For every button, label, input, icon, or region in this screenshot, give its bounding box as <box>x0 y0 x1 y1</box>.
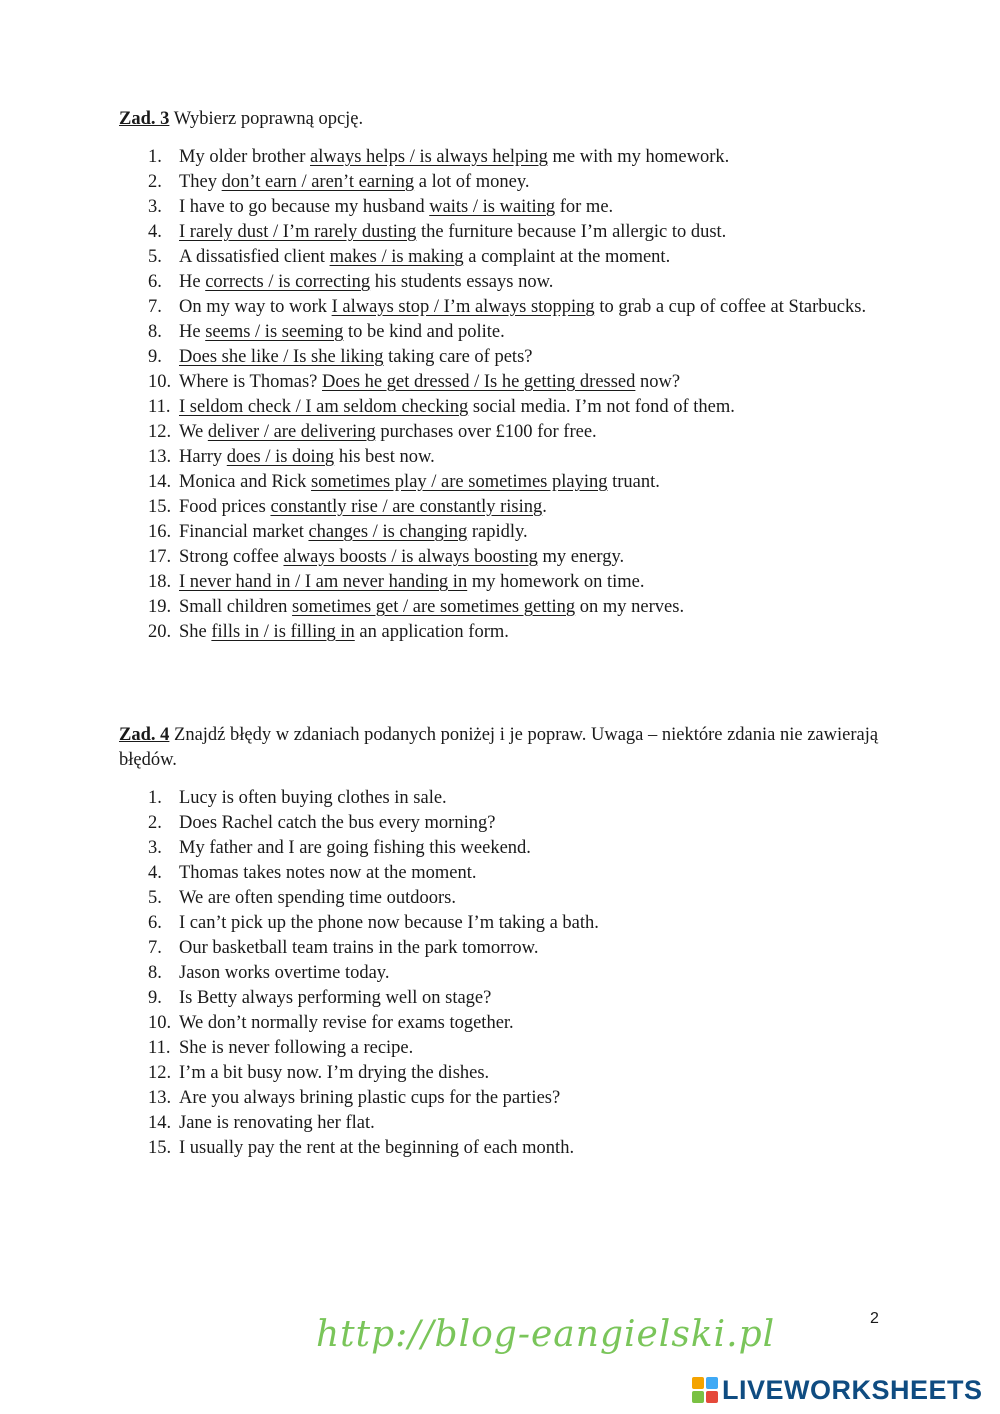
task3-item <box>148 220 868 245</box>
task3-item <box>148 170 868 195</box>
sentence-text[interactable]: Thomas takes notes now at the moment. <box>179 863 477 883</box>
item-number: 9. <box>148 347 162 367</box>
sentence-end: his students essays now. <box>370 272 554 292</box>
answer-options[interactable]: I seldom check / I am seldom checking <box>179 397 469 417</box>
answer-options[interactable]: always helps / is always helping <box>310 147 548 167</box>
liveworksheets-icon <box>692 1377 718 1403</box>
answer-options[interactable]: always boosts / is always boosting <box>283 547 538 567</box>
task4-item <box>148 811 868 836</box>
sentence-text[interactable]: Lucy is often buying clothes in sale. <box>179 788 447 808</box>
item-number: 9. <box>148 988 162 1008</box>
task3-item <box>148 495 868 520</box>
item-number: 13. <box>148 447 172 467</box>
sentence-start: My older brother <box>179 147 311 167</box>
sentence-end: purchases over £100 for free. <box>375 422 597 442</box>
task3-item <box>148 445 868 470</box>
task4-list <box>148 786 868 1161</box>
sentence-start: Strong coffee <box>179 547 284 567</box>
sentence-end: truant. <box>607 472 660 492</box>
task4-item <box>148 861 868 886</box>
item-number: 4. <box>148 222 162 242</box>
task3-item <box>148 595 868 620</box>
sentence-text[interactable]: I can’t pick up the phone now because I’m taking a bath. <box>179 913 599 933</box>
item-number: 11. <box>148 397 171 417</box>
sentence-end: a lot of money. <box>414 172 530 192</box>
answer-options[interactable]: Does he get dressed / Is he getting dressed <box>322 372 636 392</box>
answer-options[interactable]: makes / is making <box>329 247 464 267</box>
task3-item <box>148 545 868 570</box>
task3-item <box>148 470 868 495</box>
sentence-end: me with my homework. <box>547 147 730 167</box>
sentence-start: Small children <box>179 597 293 617</box>
task3-item <box>148 145 868 170</box>
task4-item <box>148 1061 868 1086</box>
task3-item <box>148 270 868 295</box>
task4-item <box>148 936 868 961</box>
sentence-end: the furniture because I’m allergic to dust. <box>416 222 727 242</box>
answer-options[interactable]: Does she like / Is she liking <box>179 347 384 367</box>
item-number: 8. <box>148 322 162 342</box>
sentence-end: now? <box>635 372 681 392</box>
sentence-end: an application form. <box>354 622 509 642</box>
item-number: 5. <box>148 247 162 267</box>
task3-item <box>148 195 868 220</box>
task3-item <box>148 345 868 370</box>
page-number: 2 <box>870 1310 879 1327</box>
sentence-text[interactable]: Is Betty always performing well on stage? <box>179 988 492 1008</box>
sentence-start: Financial market <box>179 522 309 542</box>
sentence-text[interactable]: Are you always brining plastic cups for the parties? <box>179 1088 561 1108</box>
task3-item <box>148 370 868 395</box>
sentence-text[interactable]: Does Rachel catch the bus every morning? <box>179 813 496 833</box>
task4-item <box>148 1011 868 1036</box>
answer-options[interactable]: fills in / is filling in <box>211 622 355 642</box>
sentence-start: They <box>179 172 222 192</box>
answer-options[interactable]: sometimes play / are sometimes playing <box>311 472 608 492</box>
task3-item <box>148 245 868 270</box>
item-number: 4. <box>148 863 162 883</box>
sentence-start: He <box>179 322 206 342</box>
sentence-end: a complaint at the moment. <box>463 247 671 267</box>
item-number: 7. <box>148 297 162 317</box>
answer-options[interactable]: corrects / is correcting <box>205 272 371 292</box>
item-number: 5. <box>148 888 162 908</box>
item-number: 10. <box>148 372 172 392</box>
item-number: 14. <box>148 1113 172 1133</box>
item-number: 11. <box>148 1038 171 1058</box>
task3-item <box>148 520 868 545</box>
item-number: 1. <box>148 147 162 167</box>
task3-item <box>148 420 868 445</box>
sentence-start: A dissatisfied client <box>179 247 330 267</box>
item-number: 3. <box>148 838 162 858</box>
item-number: 8. <box>148 963 162 983</box>
sentence-text[interactable]: Jane is renovating her flat. <box>179 1113 375 1133</box>
sentence-end: my homework on time. <box>467 572 645 592</box>
sentence-text[interactable]: I usually pay the rent at the beginning of each month. <box>179 1138 575 1158</box>
answer-options[interactable]: waits / is waiting <box>429 197 556 217</box>
answer-options[interactable]: does / is doing <box>226 447 335 467</box>
task4-item <box>148 986 868 1011</box>
sentence-end: taking care of pets? <box>383 347 533 367</box>
answer-options[interactable]: I rarely dust / I’m rarely dusting <box>179 222 417 242</box>
task4-item <box>148 786 868 811</box>
task4-label: Zad. 4 <box>119 725 170 745</box>
sentence-end: my energy. <box>537 547 625 567</box>
answer-options[interactable]: constantly rise / are constantly rising <box>270 497 543 517</box>
task4-item <box>148 1111 868 1136</box>
task3-instruction: Wybierz poprawną opcję. <box>173 109 364 129</box>
answer-options[interactable]: changes / is changing <box>308 522 468 542</box>
item-number: 18. <box>148 572 172 592</box>
task4-instruction: Znajdź błędy w zdaniach podanych poniżej i je popraw. Uwaga – niektóre zdania nie zawierają błędów. <box>119 725 879 770</box>
blog-url-watermark: http://blog-eangielski.pl <box>316 1314 776 1355</box>
sentence-text[interactable]: My father and I are going fishing this weekend. <box>179 838 531 858</box>
item-number: 1. <box>148 788 162 808</box>
answer-options[interactable]: don’t earn / aren’t earning <box>221 172 415 192</box>
sentence-start: Monica and Rick <box>179 472 312 492</box>
task3-item <box>148 295 868 320</box>
sentence-end: to grab a cup of coffee at Starbucks. <box>594 297 867 317</box>
sentence-end: on my nerves. <box>575 597 685 617</box>
item-number: 7. <box>148 938 162 958</box>
sentence-text[interactable]: We are often spending time outdoors. <box>179 888 456 908</box>
answer-options[interactable]: I never hand in / I am never handing in <box>179 572 468 592</box>
task4-item <box>148 1036 868 1061</box>
item-number: 20. <box>148 622 172 642</box>
item-number: 19. <box>148 597 172 617</box>
sentence-end: for me. <box>555 197 614 217</box>
task3-list <box>148 145 868 645</box>
task4-item <box>148 836 868 861</box>
task4-item <box>148 961 868 986</box>
task4-item <box>148 911 868 936</box>
sentence-text[interactable]: We don’t normally revise for exams together. <box>179 1013 514 1033</box>
item-number: 3. <box>148 197 162 217</box>
item-number: 12. <box>148 422 172 442</box>
item-number: 6. <box>148 272 162 292</box>
task4-heading <box>119 723 879 773</box>
sentence-end: his best now. <box>334 447 435 467</box>
sentence-text[interactable]: Our basketball team trains in the park tomorrow. <box>179 938 539 958</box>
answer-options[interactable]: I always stop / I’m always stopping <box>331 297 595 317</box>
task3-item <box>148 620 868 645</box>
task3-item <box>148 570 868 595</box>
sentence-text[interactable]: I’m a bit busy now. I’m drying the dishes. <box>179 1063 490 1083</box>
sentence-end: . <box>542 497 547 517</box>
sentence-end: to be kind and polite. <box>343 322 505 342</box>
sentence-start: She <box>179 622 212 642</box>
sentence-start: Where is Thomas? <box>179 372 322 392</box>
task3-item <box>148 320 868 345</box>
task3-heading <box>119 107 879 132</box>
sentence-start: I have to go because my husband <box>179 197 430 217</box>
sentence-start: Harry <box>179 447 227 467</box>
task3-label: Zad. 3 <box>119 109 170 129</box>
item-number: 12. <box>148 1063 172 1083</box>
sentence-end: rapidly. <box>467 522 528 542</box>
task4-item <box>148 1086 868 1111</box>
sentence-text[interactable]: She is never following a recipe. <box>179 1038 414 1058</box>
item-number: 10. <box>148 1013 172 1033</box>
item-number: 13. <box>148 1088 172 1108</box>
task4-item <box>148 886 868 911</box>
item-number: 16. <box>148 522 172 542</box>
answer-options[interactable]: sometimes get / are sometimes getting <box>292 597 576 617</box>
item-number: 2. <box>148 172 162 192</box>
liveworksheets-text: LIVEWORKSHEETS <box>722 1374 983 1405</box>
item-number: 6. <box>148 913 162 933</box>
task4-item <box>148 1136 868 1161</box>
sentence-start: He <box>179 272 206 292</box>
answer-options[interactable]: seems / is seeming <box>205 322 344 342</box>
item-number: 17. <box>148 547 172 567</box>
liveworksheets-logo <box>692 1374 983 1406</box>
answer-options[interactable]: deliver / are delivering <box>207 422 376 442</box>
item-number: 2. <box>148 813 162 833</box>
sentence-text[interactable]: Jason works overtime today. <box>179 963 390 983</box>
task3-item <box>148 395 868 420</box>
sentence-start: We <box>179 422 208 442</box>
item-number: 15. <box>148 497 172 517</box>
sentence-start: Food prices <box>179 497 271 517</box>
sentence-end: social media. I’m not fond of them. <box>468 397 735 417</box>
sentence-start: On my way to work <box>179 297 332 317</box>
item-number: 15. <box>148 1138 172 1158</box>
item-number: 14. <box>148 472 172 492</box>
